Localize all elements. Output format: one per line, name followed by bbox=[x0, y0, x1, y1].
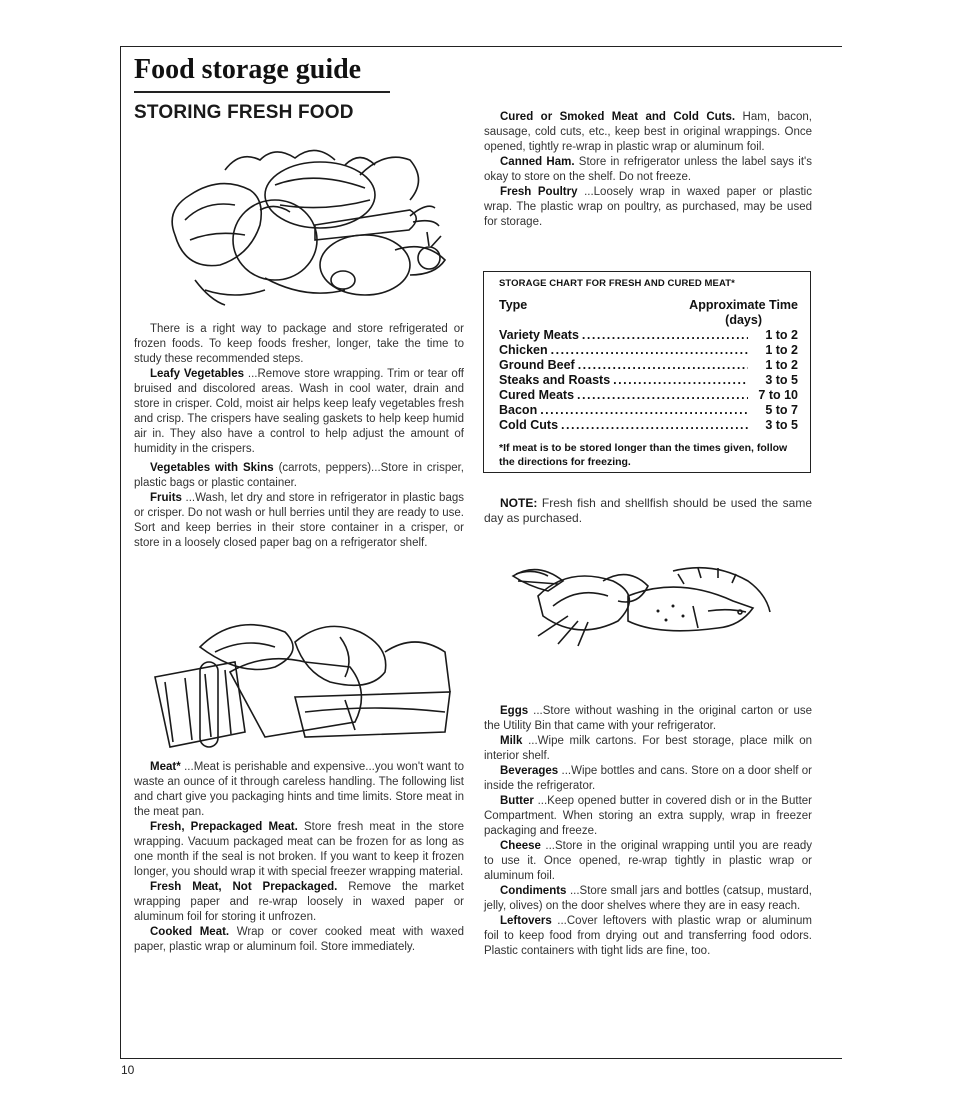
canned-ham-lead: Canned Ham. bbox=[500, 156, 575, 168]
cured-meat-text: Ham, bacon, sausage, cold cuts, etc., keep best in original wrappings. Once opened, tightly re-wrap in plastic wrap or aluminum foil. bbox=[484, 111, 812, 153]
storage-chart-title: STORAGE CHART FOR FRESH AND CURED MEAT* bbox=[499, 278, 735, 289]
eggs-text: ...Store without washing in the original carton or use the Utility Bin that came with your refrigerator. bbox=[484, 705, 812, 732]
butter-paragraph bbox=[484, 794, 812, 839]
chart-row-days: 5 to 7 bbox=[765, 403, 798, 417]
left-column-top bbox=[134, 322, 464, 551]
chart-row bbox=[499, 373, 798, 388]
chart-row-type: Bacon bbox=[499, 403, 538, 417]
chart-row bbox=[499, 328, 798, 343]
section-title: STORING FRESH FOOD bbox=[134, 102, 354, 123]
vegetables-skins-text: (carrots, peppers)...Store in crisper, plastic bags or plastic container. bbox=[134, 462, 464, 489]
cured-meat-paragraph bbox=[484, 110, 812, 155]
beverages-lead: Beverages bbox=[500, 765, 559, 777]
page-title: Food storage guide bbox=[134, 54, 362, 85]
eggs-lead: Eggs bbox=[500, 705, 529, 717]
meat-text: ...Meat is perishable and expensive...you won't want to waste an ounce of it through careless handling. The following list and chart give you packaging hints and time limits. Store meat in the meat pan. bbox=[134, 761, 464, 818]
cooked-meat-paragraph bbox=[134, 925, 464, 955]
chart-row bbox=[499, 418, 798, 433]
fruits-lead: Fruits bbox=[150, 492, 182, 504]
chart-row-days: 3 to 5 bbox=[765, 373, 798, 387]
milk-lead: Milk bbox=[500, 735, 523, 747]
leafy-vegetables-lead: Leafy Vegetables bbox=[150, 368, 245, 380]
leafy-vegetables-text: ...Remove store wrapping. Trim or tear off bruised and discolored areas. Wash in cool water, drain and store in crisper. Cold, moist air helps keep leafy vegetables fresh and crisp. The crispers have sealing gaskets to help keep humid air in. They also have a control to help adjust the amount of humidity in the crispers. bbox=[134, 368, 465, 455]
leftovers-lead: Leftovers bbox=[500, 915, 552, 927]
chart-row-days: 3 to 5 bbox=[765, 418, 798, 432]
cheese-text: ...Store in the original wrapping until you are ready to use it. Once opened, re-wrap tightly in plastic wrap or aluminum foil. bbox=[484, 840, 812, 882]
storage-chart-footnote: *If meat is to be stored longer than the times given, follow the directions for freezing. bbox=[499, 442, 788, 468]
not-prepackaged-text: Remove the market wrapping paper and re-wrap loosely in waxed paper or aluminum foil for storing it unfrozen. bbox=[134, 881, 464, 923]
fresh-poultry-lead: Fresh Poultry bbox=[500, 186, 578, 198]
vegetables-skins-paragraph bbox=[134, 461, 464, 491]
chart-row-leader bbox=[548, 343, 748, 358]
beverages-paragraph bbox=[484, 764, 812, 794]
milk-paragraph bbox=[484, 734, 812, 764]
not-prepackaged-paragraph bbox=[134, 880, 464, 925]
condiments-paragraph bbox=[484, 884, 812, 914]
leftovers-text: ...Cover leftovers with plastic wrap or aluminum foil to keep food from drying out and transferring food odors. Plastic containers with tight lids are fine, too. bbox=[484, 915, 812, 957]
storage-chart-rows bbox=[499, 328, 798, 433]
page-number: 10 bbox=[121, 1063, 135, 1077]
prepackaged-paragraph bbox=[134, 820, 464, 880]
condiments-text: ...Store small jars and bottles (catsup, mustard, jelly, olives) on the door shelves where they are in easy reach. bbox=[484, 885, 812, 912]
chart-row-leader bbox=[558, 418, 748, 433]
leftovers-paragraph bbox=[484, 914, 812, 959]
chart-row-type: Ground Beef bbox=[499, 358, 575, 372]
prepackaged-lead: Fresh, Prepackaged Meat. bbox=[150, 821, 298, 833]
eggs-paragraph bbox=[484, 704, 812, 734]
chart-row bbox=[499, 403, 798, 418]
meat-lead: Meat* bbox=[150, 761, 181, 773]
leafy-vegetables-paragraph bbox=[134, 367, 464, 457]
storage-chart bbox=[483, 271, 811, 473]
chart-row-days: 7 to 10 bbox=[758, 388, 798, 402]
seafood-illustration bbox=[508, 556, 778, 652]
page-frame-left bbox=[120, 46, 121, 1058]
note-block bbox=[484, 496, 812, 526]
condiments-lead: Condiments bbox=[500, 885, 567, 897]
not-prepackaged-lead: Fresh Meat, Not Prepackaged. bbox=[150, 881, 338, 893]
chart-row-leader bbox=[579, 328, 748, 343]
note-paragraph bbox=[484, 496, 812, 526]
chart-row bbox=[499, 388, 798, 403]
cured-meat-lead: Cured or Smoked Meat and Cold Cuts. bbox=[500, 111, 736, 123]
vegetables-illustration bbox=[165, 140, 455, 312]
chart-col-time-unit: (days) bbox=[725, 313, 762, 327]
cheese-paragraph bbox=[484, 839, 812, 884]
chart-row-leader bbox=[574, 388, 748, 403]
beverages-text: ...Wipe bottles and cans. Store on a door shelf or inside the refrigerator. bbox=[484, 765, 812, 792]
right-column-top bbox=[484, 110, 812, 230]
fruits-text: ...Wash, let dry and store in refrigerator in plastic bags or crisper. Do not wash or hull berries until they are ready to use. Sort and keep berries in their store container in a crisper, or store in a loosely closed paper bag on a refrigerator shelf. bbox=[134, 492, 464, 549]
chart-row-days: 1 to 2 bbox=[765, 328, 798, 342]
right-column-bottom bbox=[484, 704, 812, 959]
chart-row-leader bbox=[575, 358, 748, 373]
note-text: Fresh fish and shellfish should be used the same day as purchased. bbox=[484, 496, 812, 525]
chart-row-leader bbox=[610, 373, 748, 388]
page-frame-top bbox=[120, 46, 842, 47]
canned-ham-text: Store in refrigerator unless the label says it's okay to store on the shelf. Do not freeze. bbox=[484, 156, 812, 183]
cheese-lead: Cheese bbox=[500, 840, 541, 852]
canned-ham-paragraph bbox=[484, 155, 812, 185]
page-frame-bottom bbox=[120, 1058, 842, 1059]
meat-illustration bbox=[145, 612, 460, 752]
chart-row-days: 1 to 2 bbox=[765, 358, 798, 372]
left-column-bottom bbox=[134, 760, 464, 955]
cooked-meat-text: Wrap or cover cooked meat with waxed paper, plastic wrap or aluminum foil. Store immediately. bbox=[134, 926, 464, 953]
cooked-meat-lead: Cooked Meat. bbox=[150, 926, 230, 938]
chart-row-type: Cold Cuts bbox=[499, 418, 559, 432]
chart-row-days: 1 to 2 bbox=[765, 343, 798, 357]
chart-row-type: Chicken bbox=[499, 343, 548, 357]
chart-row-type: Steaks and Roasts bbox=[499, 373, 611, 387]
title-underline bbox=[134, 91, 390, 93]
storage-chart-header bbox=[499, 298, 798, 328]
milk-text: ...Wipe milk cartons. For best storage, place milk on interior shelf. bbox=[484, 735, 812, 762]
note-lead: NOTE: bbox=[500, 496, 538, 510]
chart-row bbox=[499, 343, 798, 358]
chart-row-leader bbox=[537, 403, 748, 418]
chart-row bbox=[499, 358, 798, 373]
chart-row-type: Cured Meats bbox=[499, 388, 575, 402]
fresh-poultry-paragraph bbox=[484, 185, 812, 230]
butter-text: ...Keep opened butter in covered dish or in the Butter Compartment. When storing an extra supply, wrap in freezer packaging and freeze. bbox=[484, 795, 812, 837]
prepackaged-text: Store fresh meat in the store wrapping. Vacuum packaged meat can be frozen for as long as one month if the seal is not broken. If you want to keep it frozen longer, you should wrap it with special freezer wrapping material. bbox=[134, 821, 464, 878]
vegetables-skins-lead: Vegetables with Skins bbox=[150, 462, 274, 474]
chart-row-type: Variety Meats bbox=[499, 328, 579, 342]
fruits-paragraph bbox=[134, 491, 464, 551]
fresh-poultry-text: ...Loosely wrap in waxed paper or plastic wrap. The plastic wrap on poultry, as purchased, may be used for storage. bbox=[484, 186, 812, 228]
intro-paragraph: There is a right way to package and store refrigerated or frozen foods. To keep foods fresher, longer, take the time to study these recommended steps. bbox=[134, 323, 464, 365]
chart-col-time-label: Approximate Time bbox=[689, 298, 798, 312]
chart-col-type: Type bbox=[499, 298, 528, 312]
chart-col-time bbox=[689, 298, 798, 328]
meat-paragraph bbox=[134, 760, 464, 820]
butter-lead: Butter bbox=[500, 795, 534, 807]
